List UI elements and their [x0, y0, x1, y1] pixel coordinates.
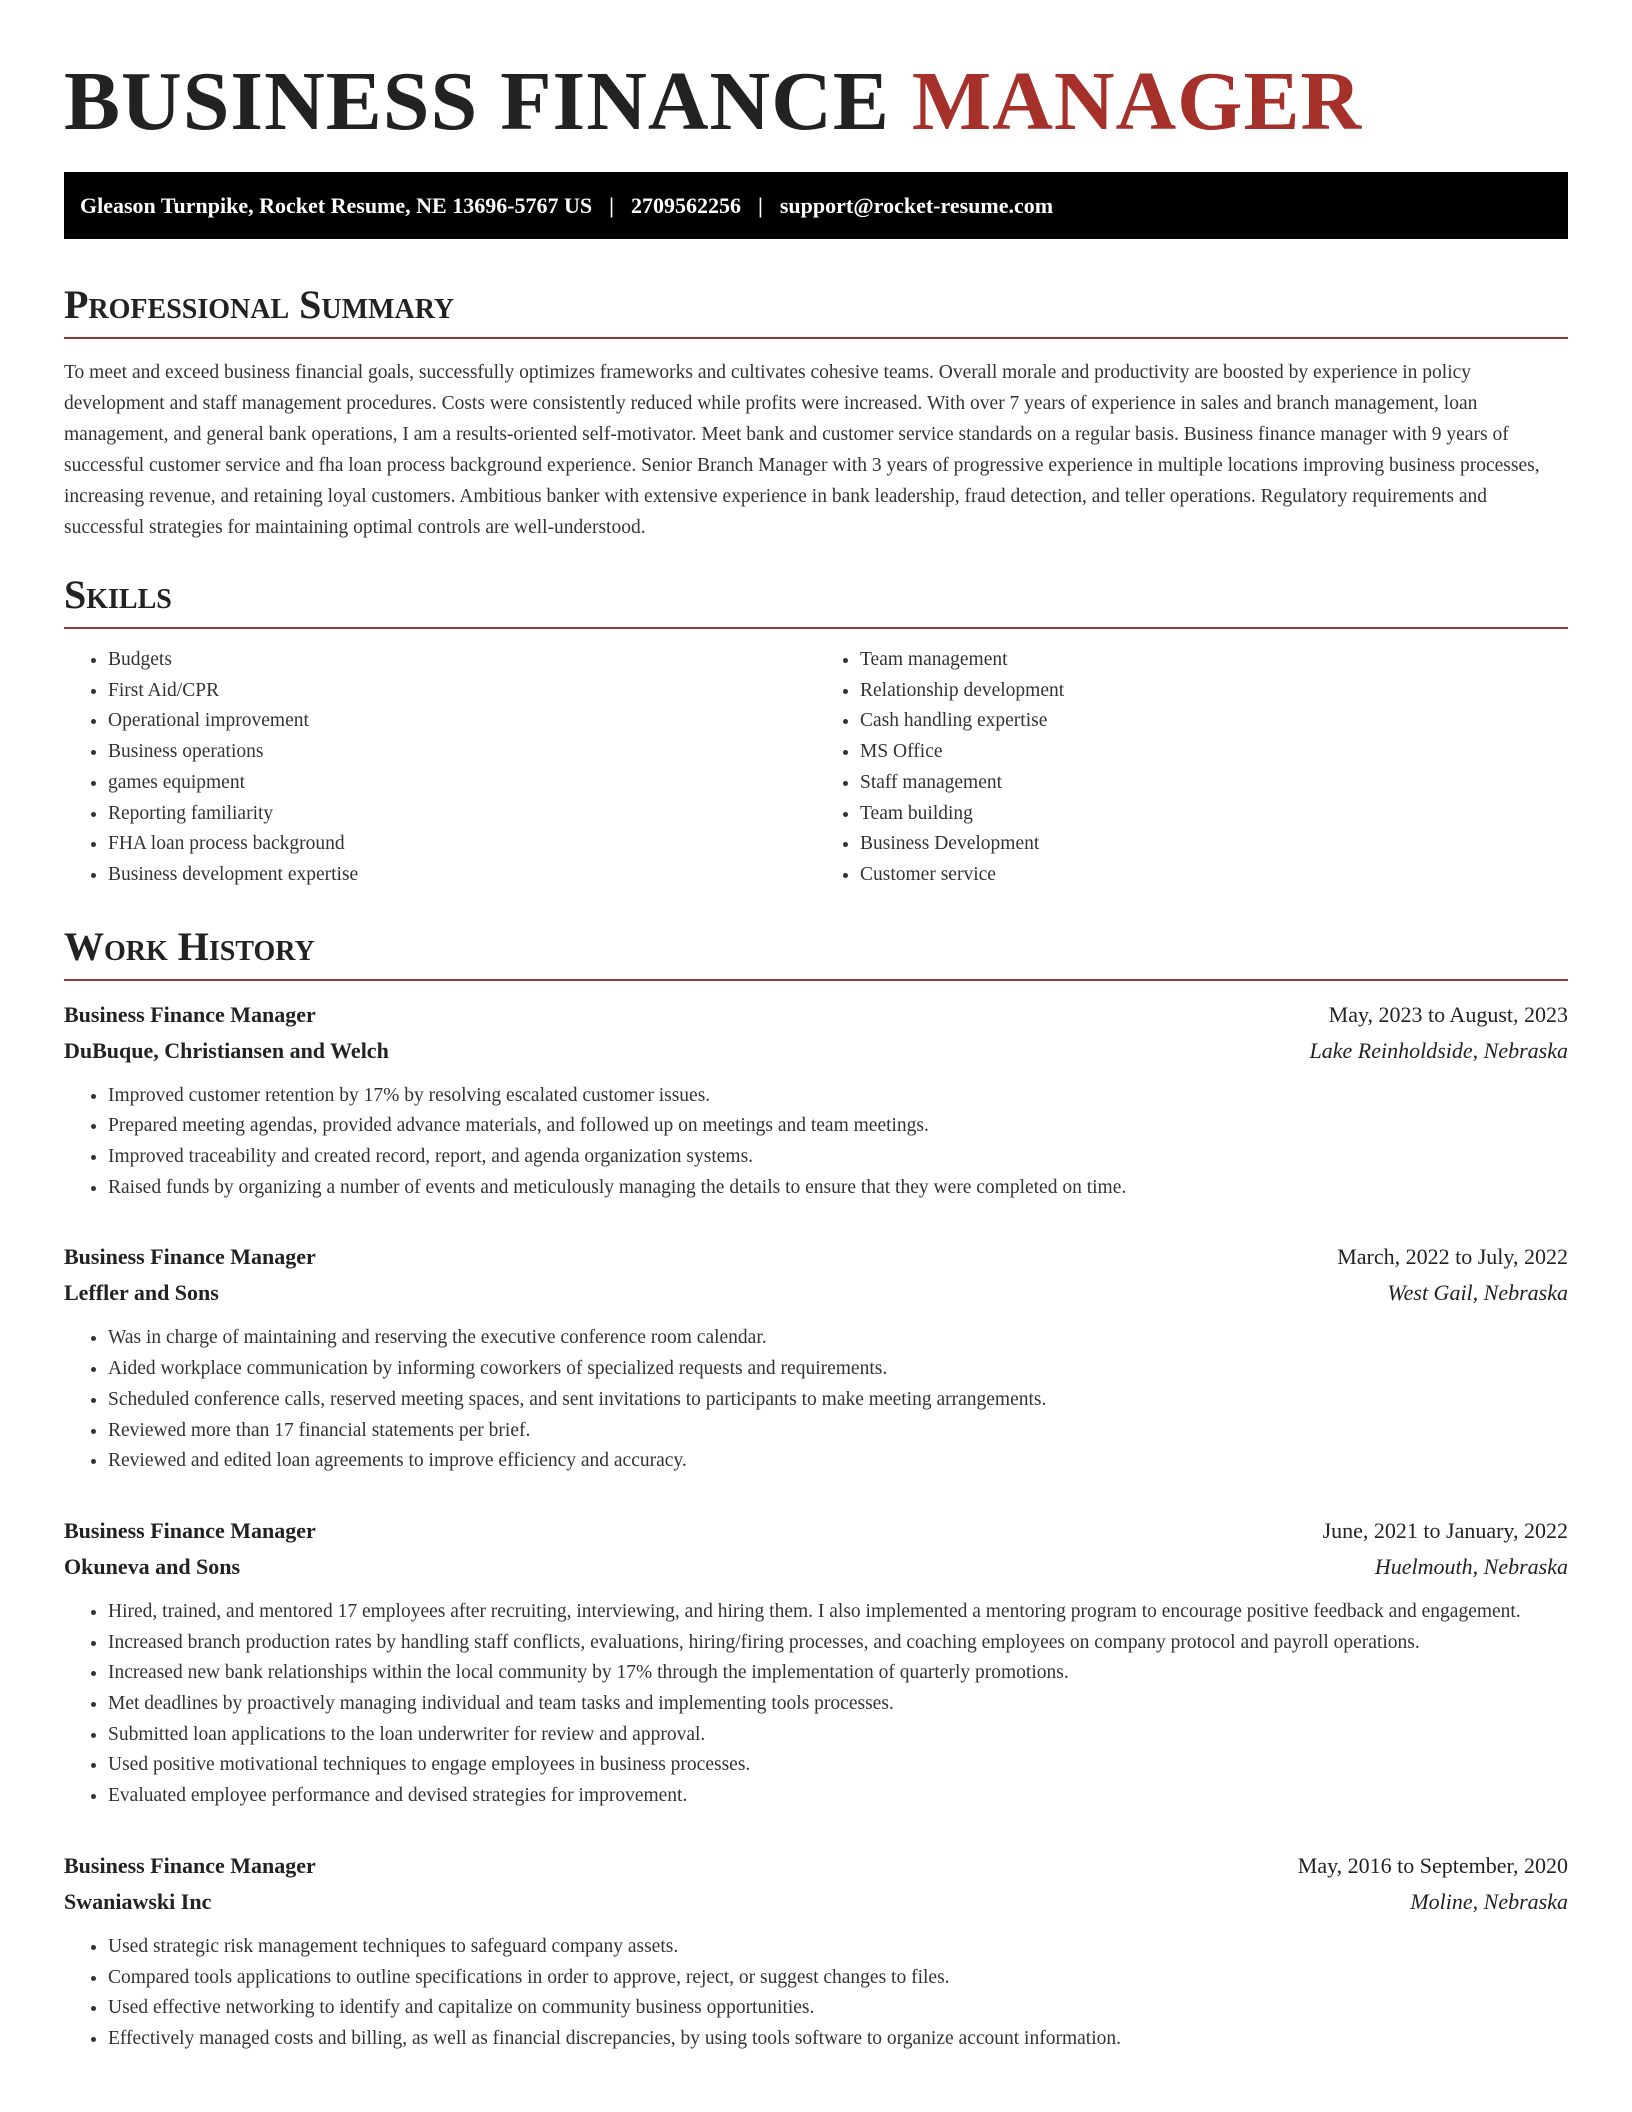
skills-section — [64, 573, 1568, 891]
job-entry — [64, 997, 1568, 1204]
job-entry — [64, 1848, 1568, 2055]
contact-bar — [64, 172, 1568, 239]
job-company-row — [64, 1884, 1568, 1920]
contact-email: support@rocket-resume.com — [779, 192, 1054, 218]
summary-heading: Professional Summary — [64, 283, 1568, 339]
job-company: Okuneva and Sons — [64, 1553, 241, 1579]
skill-item: • First Aid/CPR — [108, 676, 816, 707]
job-bullet: • Used effective networking to identify and capitalize on community business opportunities. — [108, 1993, 1568, 2024]
job-list — [64, 997, 1568, 2055]
skill-item: • Staff management — [860, 768, 1568, 799]
contact-address: Gleason Turnpike, Rocket Resume, NE 13696-5767 US — [80, 192, 593, 218]
skill-item: • Business Development — [860, 829, 1568, 860]
job-dates: May, 2016 to September, 2020 — [1297, 1852, 1568, 1878]
resume-page — [64, 0, 1568, 2055]
job-company-row — [64, 1549, 1568, 1585]
job-location: Huelmouth, Nebraska — [1374, 1553, 1568, 1579]
skill-item: • Cash handling expertise — [860, 706, 1568, 737]
job-title: Business Finance Manager — [64, 1517, 316, 1543]
job-title: Business Finance Manager — [64, 1244, 316, 1270]
title-accent: MANAGER — [911, 55, 1363, 148]
skills-list-right — [816, 645, 1568, 891]
job-bullet: • Improved traceability and created record, report, and agenda organization systems. — [108, 1142, 1568, 1173]
work-section — [64, 925, 1568, 2055]
job-bullet: • Aided workplace communication by informing coworkers of specialized requests and requirements. — [108, 1354, 1568, 1385]
skill-item: • games equipment — [108, 768, 816, 799]
job-company: Leffler and Sons — [64, 1280, 219, 1306]
summary-text: To meet and exceed business financial goals, successfully optimizes frameworks and cultivates cohesive teams. Overall morale and productivity are boosted by experience in policy development and staff management procedures. Costs were consistently reduced while profits were increased. With over 7 years of experience in sales and branch management, loan management, and general bank operations, I am a results-oriented self-motivator. Meet bank and customer service standards on a regular basis. Business finance manager with 9 years of successful customer service and fha loan process background experience. Senior Branch Manager with 3 years of progressive experience in multiple locations improving business processes, increasing revenue, and retaining loyal customers. Ambitious banker with extensive experience in bank leadership, fraud detection, and teller operations. Regulatory requirements and successful strategies for maintaining optimal controls are well-understood. — [64, 362, 1540, 538]
job-bullets — [64, 1323, 1568, 1477]
work-heading: Work History — [64, 925, 1568, 981]
job-bullet: • Was in charge of maintaining and reserving the executive conference room calendar. — [108, 1323, 1568, 1354]
contact-phone: 2709562256 — [631, 192, 742, 218]
skill-item: • Team building — [860, 799, 1568, 830]
skill-item: • Business operations — [108, 737, 816, 768]
contact-separator: | — [609, 192, 615, 218]
job-bullet: • Met deadlines by proactively managing individual and team tasks and implementing tools processes. — [108, 1689, 1568, 1720]
job-bullet: • Increased branch production rates by handling staff conflicts, evaluations, hiring/firing processes, and coaching employees on company protocol and payroll operations. — [108, 1628, 1568, 1659]
job-company: Swaniawski Inc — [64, 1888, 212, 1914]
job-dates: May, 2023 to August, 2023 — [1328, 1001, 1568, 1027]
skill-item: • Relationship development — [860, 676, 1568, 707]
job-title: Business Finance Manager — [64, 1001, 316, 1027]
job-bullet: • Increased new bank relationships within the local community by 17% through the implementation of quarterly promotions. — [108, 1658, 1568, 1689]
job-bullet: • Raised funds by organizing a number of events and meticulously managing the details to ensure that they were completed on time. — [108, 1173, 1568, 1204]
job-bullet: • Used strategic risk management techniques to safeguard company assets. — [108, 1932, 1568, 1963]
job-company-row — [64, 1275, 1568, 1311]
job-title-row — [64, 1513, 1568, 1549]
job-company: DuBuque, Christiansen and Welch — [64, 1037, 389, 1063]
job-bullet: • Reviewed more than 17 financial statements per brief. — [108, 1416, 1568, 1447]
skill-item: • FHA loan process background — [108, 829, 816, 860]
skills-columns — [64, 645, 1568, 891]
job-bullet: • Hired, trained, and mentored 17 employees after recruiting, interviewing, and hiring them. I also implemented a mentoring program to encourage positive feedback and engagement. — [108, 1597, 1568, 1628]
job-dates: June, 2021 to January, 2022 — [1322, 1517, 1568, 1543]
job-bullet: • Submitted loan applications to the loan underwriter for review and approval. — [108, 1720, 1568, 1751]
page-title — [64, 54, 1568, 150]
skill-item: • Team management — [860, 645, 1568, 676]
skill-item: • Business development expertise — [108, 860, 816, 891]
job-title-row — [64, 1239, 1568, 1275]
skill-item: • Reporting familiarity — [108, 799, 816, 830]
job-title-row — [64, 1848, 1568, 1884]
job-location: Lake Reinholdside, Nebraska — [1309, 1037, 1568, 1063]
job-bullet: • Compared tools applications to outline specifications in order to approve, reject, or suggest changes to files. — [108, 1963, 1568, 1994]
job-company-row — [64, 1033, 1568, 1069]
title-primary: BUSINESS FINANCE — [64, 55, 890, 148]
job-bullet: • Reviewed and edited loan agreements to improve efficiency and accuracy. — [108, 1446, 1568, 1477]
job-bullet: • Scheduled conference calls, reserved meeting spaces, and sent invitations to participants to make meeting arrangements. — [108, 1385, 1568, 1416]
skills-list-left — [64, 645, 816, 891]
job-bullet: • Effectively managed costs and billing, as well as financial discrepancies, by using tools software to organize account information. — [108, 2024, 1568, 2055]
contact-separator: | — [758, 192, 763, 218]
job-bullets — [64, 1597, 1568, 1812]
job-bullet: • Improved customer retention by 17% by resolving escalated customer issues. — [108, 1081, 1568, 1112]
job-dates: March, 2022 to July, 2022 — [1337, 1244, 1568, 1270]
job-title: Business Finance Manager — [64, 1852, 316, 1878]
skill-item: • Customer service — [860, 860, 1568, 891]
job-bullet: • Evaluated employee performance and devised strategies for improvement. — [108, 1781, 1568, 1812]
job-bullets — [64, 1081, 1568, 1204]
job-bullet: • Prepared meeting agendas, provided advance materials, and followed up on meetings and team meetings. — [108, 1111, 1568, 1142]
job-location: Moline, Nebraska — [1410, 1888, 1568, 1914]
skill-item: • Operational improvement — [108, 706, 816, 737]
summary-section — [64, 283, 1568, 543]
skills-heading: Skills — [64, 573, 1568, 629]
job-title-row — [64, 997, 1568, 1033]
job-bullet: • Used positive motivational techniques to engage employees in business processes. — [108, 1750, 1568, 1781]
job-bullets — [64, 1932, 1568, 2055]
skill-item: • MS Office — [860, 737, 1568, 768]
skill-item: • Budgets — [108, 645, 816, 676]
job-location: West Gail, Nebraska — [1387, 1280, 1568, 1306]
job-entry — [64, 1513, 1568, 1812]
job-entry — [64, 1239, 1568, 1477]
